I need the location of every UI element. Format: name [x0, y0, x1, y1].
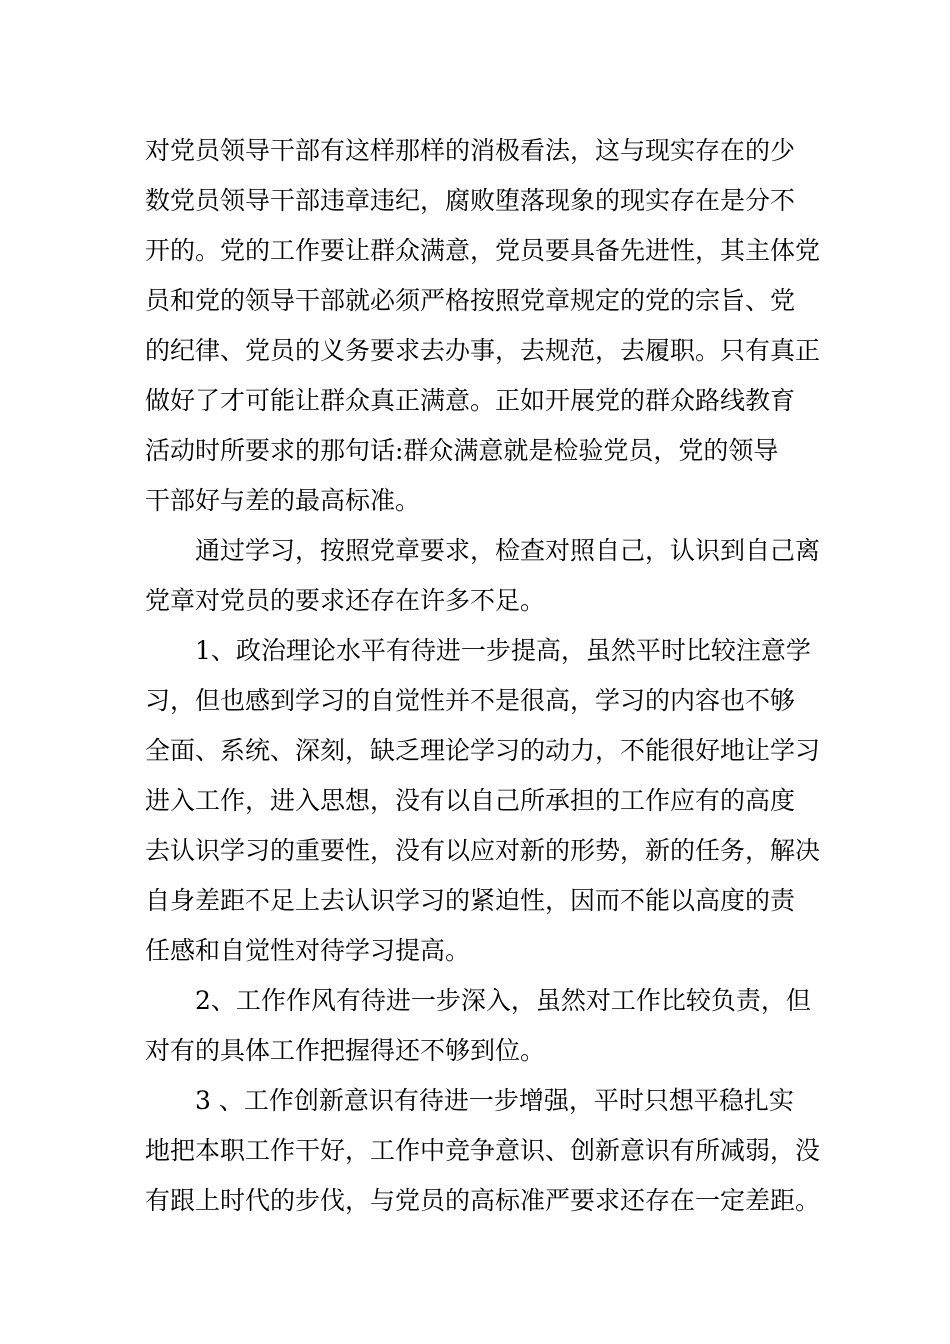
text-line: 进入工作，进入思想，没有以自己所承担的工作应有的高度	[145, 786, 796, 815]
text-line: 自身差距不足上去认识学习的紧迫性，因而不能以高度的责	[145, 886, 796, 915]
text-line: 干部好与差的最高标准。	[145, 486, 421, 515]
text-line: 地把本职工作干好，工作中竞争意识、创新意识有所减弱，没	[145, 1136, 821, 1165]
text-line: 员和党的领导干部就必须严格按照党章规定的党的宗旨、党	[145, 286, 796, 315]
text-line: 有跟上时代的步伐，与党员的高标准严要求还存在一定差距。	[145, 1186, 821, 1215]
text-line: 的纪律、党员的义务要求去办事，去规范，去履职。只有真正	[145, 336, 821, 365]
text-line: 对党员领导干部有这样那样的消极看法，这与现实存在的少	[145, 136, 796, 165]
text-line: 习，但也感到学习的自觉性并不是很高，学习的内容也不够	[145, 686, 796, 715]
list-item-3-first-line: 3 、工作创新意识有待进一步增强，平时只想平稳扎实	[195, 1086, 794, 1115]
text-line: 党章对党员的要求还存在许多不足。	[145, 586, 546, 615]
text-line: 活动时所要求的那句话:群众满意就是检验党员，党的领导	[145, 436, 779, 465]
text-line: 对有的具体工作把握得还不够到位。	[145, 1036, 546, 1065]
text-line: 开的。党的工作要让群众满意，党员要具备先进性，其主体党	[145, 236, 821, 265]
text-line: 数党员领导干部违章违纪，腐败堕落现象的现实存在是分不	[145, 186, 796, 215]
text-line: 任感和自觉性对待学习提高。	[145, 936, 471, 965]
list-item-1-first-line: 1、政治理论水平有待进一步提高，虽然平时比较注意学	[195, 636, 811, 665]
paragraph-first-line: 通过学习，按照党章要求，检查对照自己，认识到自己离	[195, 536, 821, 565]
text-line: 全面、系统、深刻，缺乏理论学习的动力，不能很好地让学习	[145, 736, 821, 765]
text-line: 去认识学习的重要性，没有以应对新的形势，新的任务，解决	[145, 836, 821, 865]
text-line: 做好了才可能让群众真正满意。正如开展党的群众路线教育	[145, 386, 796, 415]
list-item-2-first-line: 2、工作作风有待进一步深入，虽然对工作比较负责，但	[195, 986, 811, 1015]
